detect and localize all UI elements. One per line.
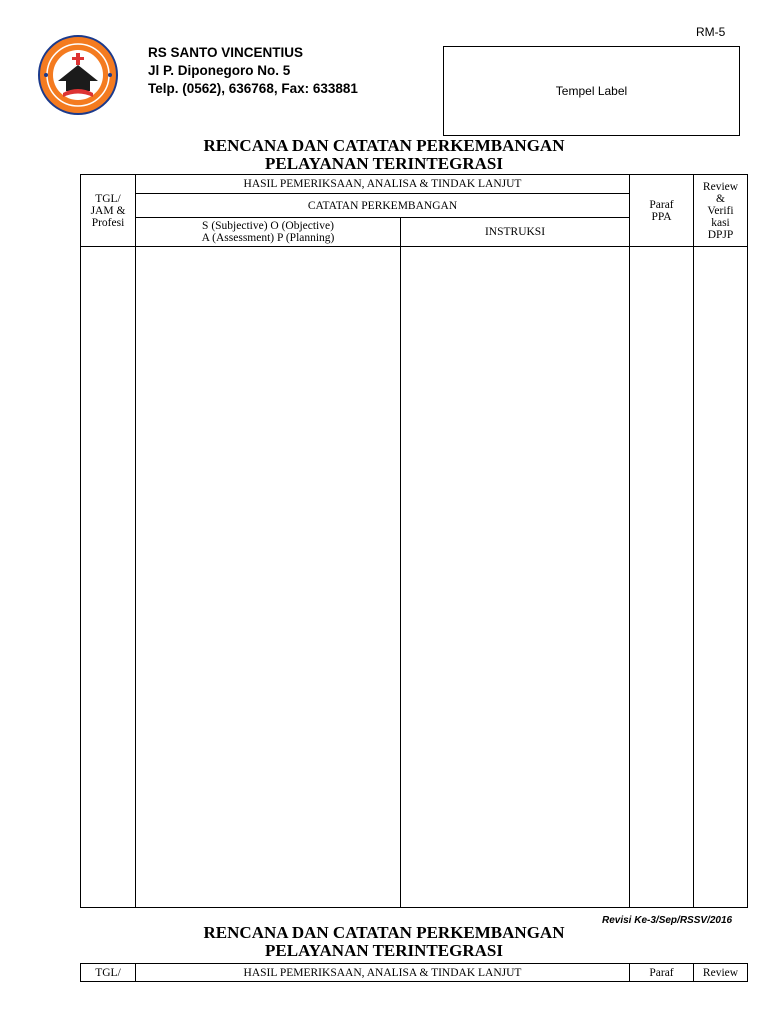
col-header-catatan: CATATAN PERKEMBANGAN (307, 199, 458, 212)
hospital-phone: Telp. (0562), 636768, Fax: 633881 (148, 81, 358, 96)
hospital-name: RS SANTO VINCENTIUS (148, 45, 304, 60)
hospital-header (148, 44, 358, 98)
form-code: RM-5 (696, 25, 726, 39)
form-title-repeat-line1: RENCANA DAN CATATAN PERKEMBANGAN (203, 923, 565, 942)
form-title (0, 137, 768, 173)
hospital-address: Jl P. Diponegoro No. 5 (148, 63, 291, 78)
col-header-hasil: HASIL PEMERIKSAAN, ANALISA & TINDAK LANJUT (243, 178, 522, 190)
second-col-header-hasil: HASIL PEMERIKSAAN, ANALISA & TINDAK LANJUT (243, 966, 522, 979)
col-header-tgl: TGL/ JAM & Profesi (90, 192, 126, 229)
revision-note: Revisi Ke-3/Sep/RSSV/2016 (602, 915, 733, 926)
second-col-header-paraf: Paraf (649, 966, 674, 979)
col-header-soap: S (Subjective) O (Objective) A (Assessment) P (Planning) (201, 220, 335, 244)
hospital-logo (36, 35, 120, 115)
second-col-header-tgl: TGL/ (95, 966, 121, 979)
form-title-line1: RENCANA DAN CATATAN PERKEMBANGAN (203, 136, 565, 155)
col-header-review: Review & Verifi kasi DPJP (702, 180, 739, 241)
form-title-repeat-line2: PELAYANAN TERINTEGRASI (265, 941, 503, 960)
label-box-text: Tempel Label (555, 84, 628, 98)
second-col-header-review: Review (702, 966, 739, 979)
col-header-paraf: Paraf PPA (649, 198, 674, 223)
form-title-repeat (0, 924, 768, 960)
col-header-instruksi: INSTRUKSI (484, 226, 546, 238)
label-box (443, 46, 740, 136)
form-title-line2: PELAYANAN TERINTEGRASI (265, 154, 503, 173)
